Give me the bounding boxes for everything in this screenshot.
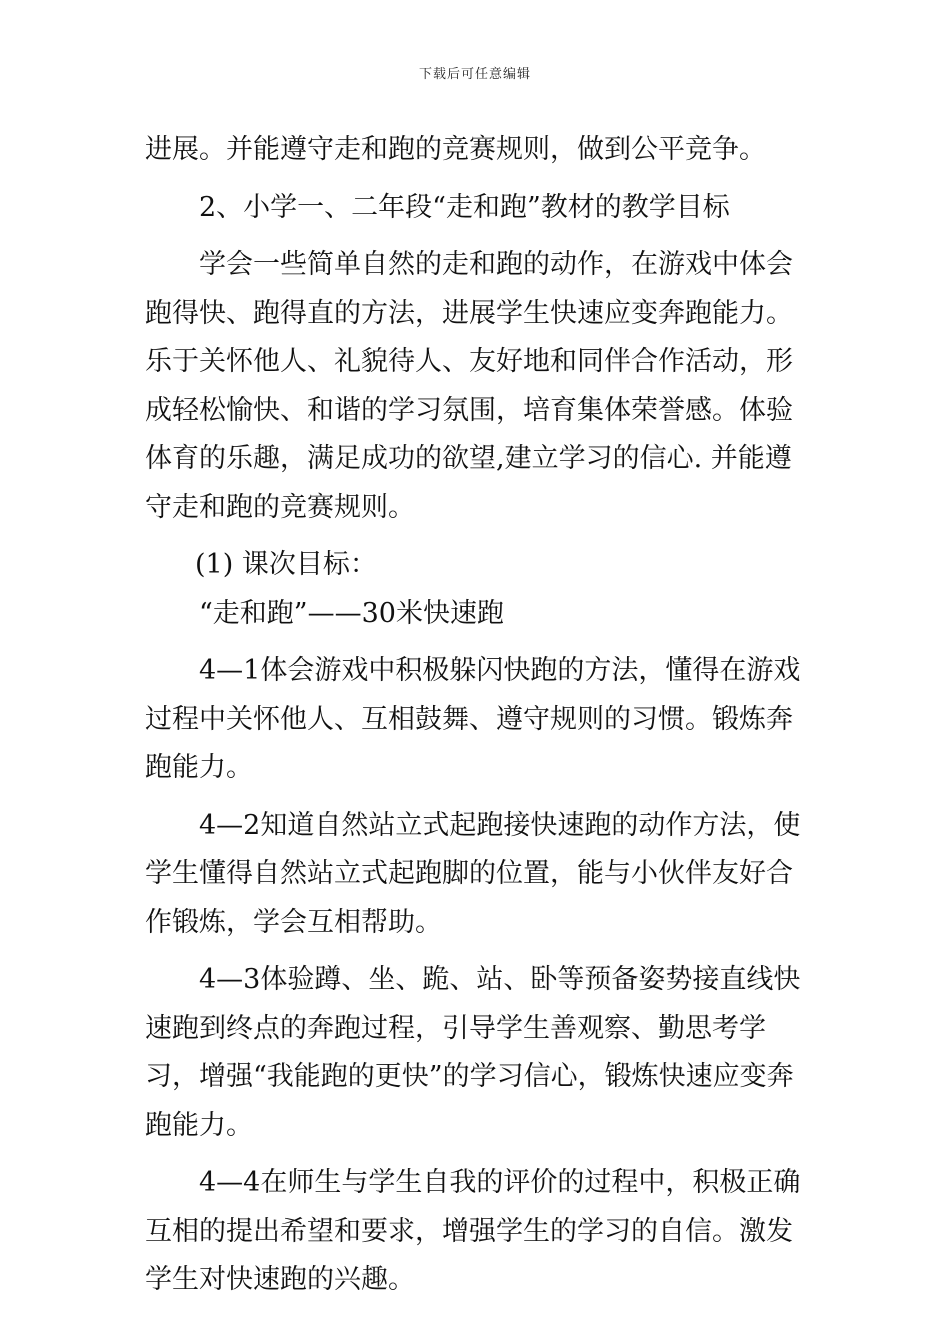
objective-4-4: 4—4在师生与学生自我的评价的过程中，积极正确互相的提出希望和要求，增强学生的学习的自信。激发学生对快速跑的兴趣。 [145,1167,801,1295]
page-header: 下载后可任意编辑 [418,67,531,82]
objective-4-1: 4—1体会游戏中积极躲闪快跑的方法，懂得在游戏过程中关怀他人、互相鼓舞、遵守规则的习惯。锻炼奔跑能力。 [145,655,801,783]
objective-4-3: 4—3体验蹲、坐、跪、站、卧等预备姿势接直线快速跑到终点的奔跑过程，引导学生善观察、勤思考学习，增强“我能跑的更快”的学习信心，锻炼快速应变奔跑能力。 [145,964,801,1141]
document-body [145,126,810,1314]
objective-4-2: 4—2知道自然站立式起跑接快速跑的动作方法，使学生懂得自然站立式起跑脚的位置，能与小伙伴友好合作锻炼，学会互相帮助。 [145,809,801,938]
subsection-heading: (1) 课次目标： [195,549,377,580]
paragraph-teaching-goal: 学会一些简单自然的走和跑的动作，在游戏中体会跑得快、跑得直的方法，进展学生快速应变奔跑能力。乐于关怀他人、礼貌待人、友好地和同伴合作活动，形成轻松愉快、和谐的学习氛围，培育集体荣誉感。体验体育的乐趣，满足成功的欲望,建立学习的信心. 并能遵守走和跑的竞赛规则。 [145,249,793,523]
section-heading: 2、小学一、二年段“走和跑”教材的教学目标 [199,191,730,223]
paragraph-continuation: 进展。并能遵守走和跑的竞赛规则，做到公平竞争。 [145,134,766,165]
lesson-title: “走和跑”——30米快速跑 [199,597,504,629]
